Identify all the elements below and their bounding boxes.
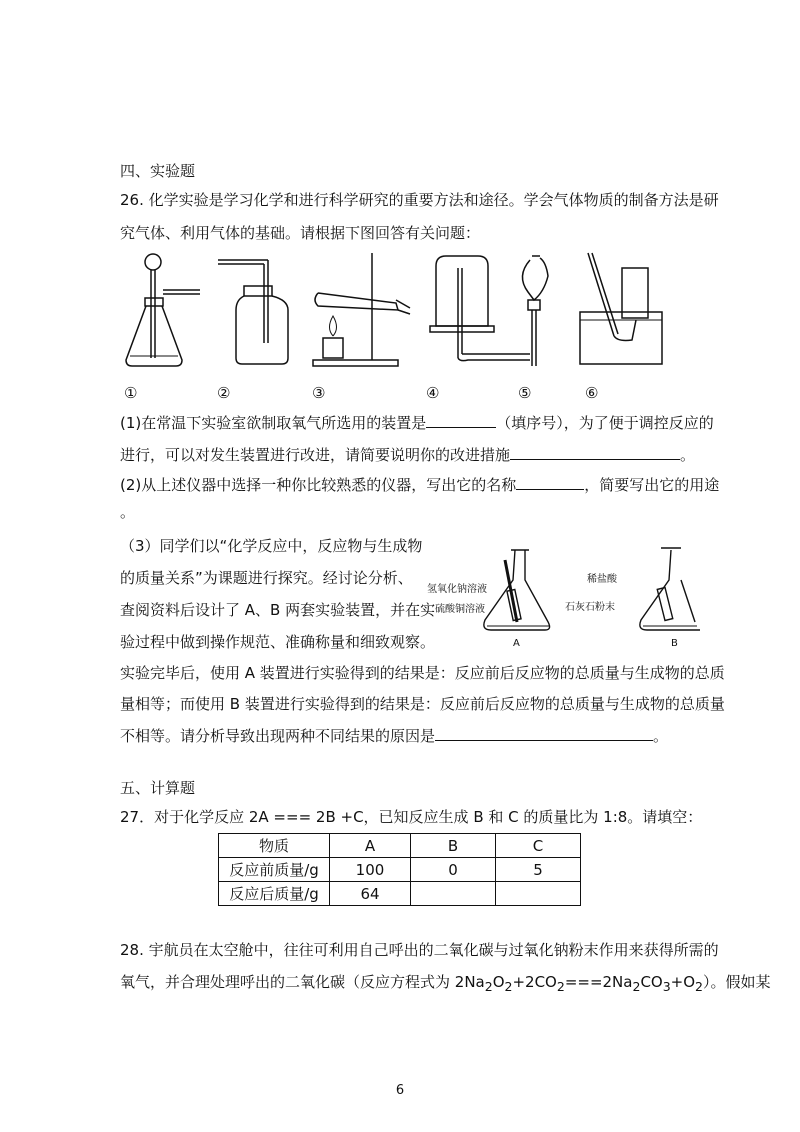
- subscript: 2: [484, 979, 493, 994]
- q26-part3-text-7: 不相等。请分析导致出现两种不同结果的原因是: [120, 727, 436, 745]
- q26-part1-text-b: （填序号），为了便于调控反应的: [496, 414, 714, 432]
- fig-a-label-naoh: 氢氧化钠溶液: [427, 584, 487, 595]
- fig-b-label-hcl: 稀盐酸: [587, 574, 617, 585]
- q26-part3-answer-blank[interactable]: [435, 724, 653, 741]
- apparatus-2-bottle: [218, 260, 288, 364]
- q26-part2-text-a: (2)从上述仪器中选择一种你比较熟悉的仪器，写出它的名称: [120, 476, 517, 494]
- q28-line2: [120, 972, 771, 997]
- q26-part3-line6: 量相等；而使用 B 装置进行实验得到的结果是：反应前后反应物的总质量与生成物的总质量: [120, 695, 725, 713]
- apparatus-3-heating: [313, 253, 410, 366]
- table-header-row: [219, 834, 581, 858]
- experiment-ab-figure: [425, 540, 700, 650]
- apparatus-1-flask: [126, 254, 200, 366]
- subscript: 2: [695, 979, 703, 994]
- apparatus-number-6: ⑥: [585, 384, 599, 402]
- q26-part3-period: 。: [653, 727, 669, 745]
- section-4-title: 四、实验题: [120, 162, 196, 180]
- formula-part: +2CO: [512, 973, 557, 991]
- q26-part1-answer-blank-2[interactable]: [510, 443, 680, 460]
- subscript: 3: [662, 979, 671, 994]
- apparatus-number-1: ①: [124, 384, 138, 402]
- formula-part: +O: [670, 973, 696, 991]
- table-cell: 反应前质量/g: [219, 858, 330, 882]
- q26-part1-text-a: (1)在常温下实验室欲制取氧气所选用的装置是: [120, 414, 427, 432]
- apparatus-6-trough: [580, 253, 662, 364]
- subscript: 2: [556, 979, 565, 994]
- lab-apparatus-figure: [118, 248, 678, 373]
- q26-part1-line2: [120, 443, 695, 465]
- apparatus-number-3: ③: [312, 384, 326, 402]
- table-row: [219, 882, 581, 906]
- flask-b: [640, 550, 700, 630]
- table-header-cell: C: [496, 834, 581, 858]
- table-answer-cell[interactable]: [496, 882, 581, 906]
- q26-part2-line1: [120, 473, 719, 495]
- q26-part1-text-c: 进行，可以对发生装置进行改进，请简要说明你的改进措施: [120, 446, 511, 464]
- q26-part2-answer-blank[interactable]: [516, 473, 584, 490]
- table-header-cell: 物质: [219, 834, 330, 858]
- q26-part1-line1: [120, 411, 714, 433]
- q26-part3-line4: 验过程中做到操作规范、准确称量和细致观察。: [120, 633, 436, 651]
- table-cell: 反应后质量/g: [219, 882, 330, 906]
- q26-intro-line2: 究气体、利用气体的基础。请根据下图回答有关问题：: [120, 224, 481, 242]
- table-cell: 5: [496, 858, 581, 882]
- q26-part3-line3: 查阅资料后设计了 A、B 两套实验装置，并在实: [120, 601, 436, 619]
- table-cell: 0: [411, 858, 496, 882]
- fig-b-letter: B: [671, 638, 678, 649]
- formula-part: ===2Na: [564, 973, 633, 991]
- q27-mass-table: [218, 833, 581, 906]
- table-header-cell: A: [330, 834, 411, 858]
- table-row: [219, 858, 581, 882]
- table-header-cell: B: [411, 834, 496, 858]
- q26-part3-line7: [120, 724, 668, 746]
- subscript: 2: [632, 979, 641, 994]
- apparatus-number-5: ⑤: [518, 384, 532, 402]
- table-cell: 100: [330, 858, 411, 882]
- q26-part3-line2: 的质量关系”为课题进行探究。经讨论分析、: [120, 569, 413, 587]
- q28-text-a: 氧气，并合理处理呼出的二氧化碳（反应方程式为 2Na: [120, 973, 485, 991]
- q28-text-end: ）。假如某: [703, 973, 771, 991]
- subscript: 2: [504, 979, 513, 994]
- table-answer-cell[interactable]: [411, 882, 496, 906]
- apparatus-5-funnel: [522, 256, 548, 366]
- fig-a-label-cuso4: 硫酸铜溶液: [435, 604, 485, 615]
- q27-text: 27．对于化学反应 2A === 2B +C，已知反应生成 B 和 C 的质量比为 1:8。请填空：: [120, 808, 703, 826]
- q26-part2-period: 。: [120, 503, 136, 521]
- q26-intro-line1: 26. 化学实验是学习化学和进行科学研究的重要方法和途径。学会气体物质的制备方法是研: [120, 191, 719, 209]
- apparatus-number-4: ④: [426, 384, 440, 402]
- q26-part2-text-b: ，简要写出它的用途: [584, 476, 720, 494]
- apparatus-4-inverted-bottle: [430, 256, 530, 361]
- q26-part3-line1: （3）同学们以“化学反应中，反应物与生成物: [120, 537, 423, 555]
- formula-part: O: [492, 973, 505, 991]
- q26-part1-answer-blank-1[interactable]: [426, 411, 496, 428]
- table-cell: 64: [330, 882, 411, 906]
- q26-part3-line5: 实验完毕后，使用 A 装置进行实验得到的结果是：反应前后反应物的总质量与生成物的总质: [120, 664, 725, 682]
- formula-part: CO: [640, 973, 663, 991]
- q26-part1-period: 。: [680, 446, 696, 464]
- section-5-title: 五、计算题: [120, 779, 196, 797]
- apparatus-number-2: ②: [217, 384, 231, 402]
- page-number: 6: [395, 1083, 405, 1098]
- q28-line1: 28. 宇航员在太空舱中，往往可利用自己呼出的二氧化碳与过氧化钠粉末作用来获得所需的: [120, 941, 719, 959]
- fig-a-letter: A: [513, 638, 520, 649]
- fig-b-label-limestone: 石灰石粉末: [565, 602, 615, 613]
